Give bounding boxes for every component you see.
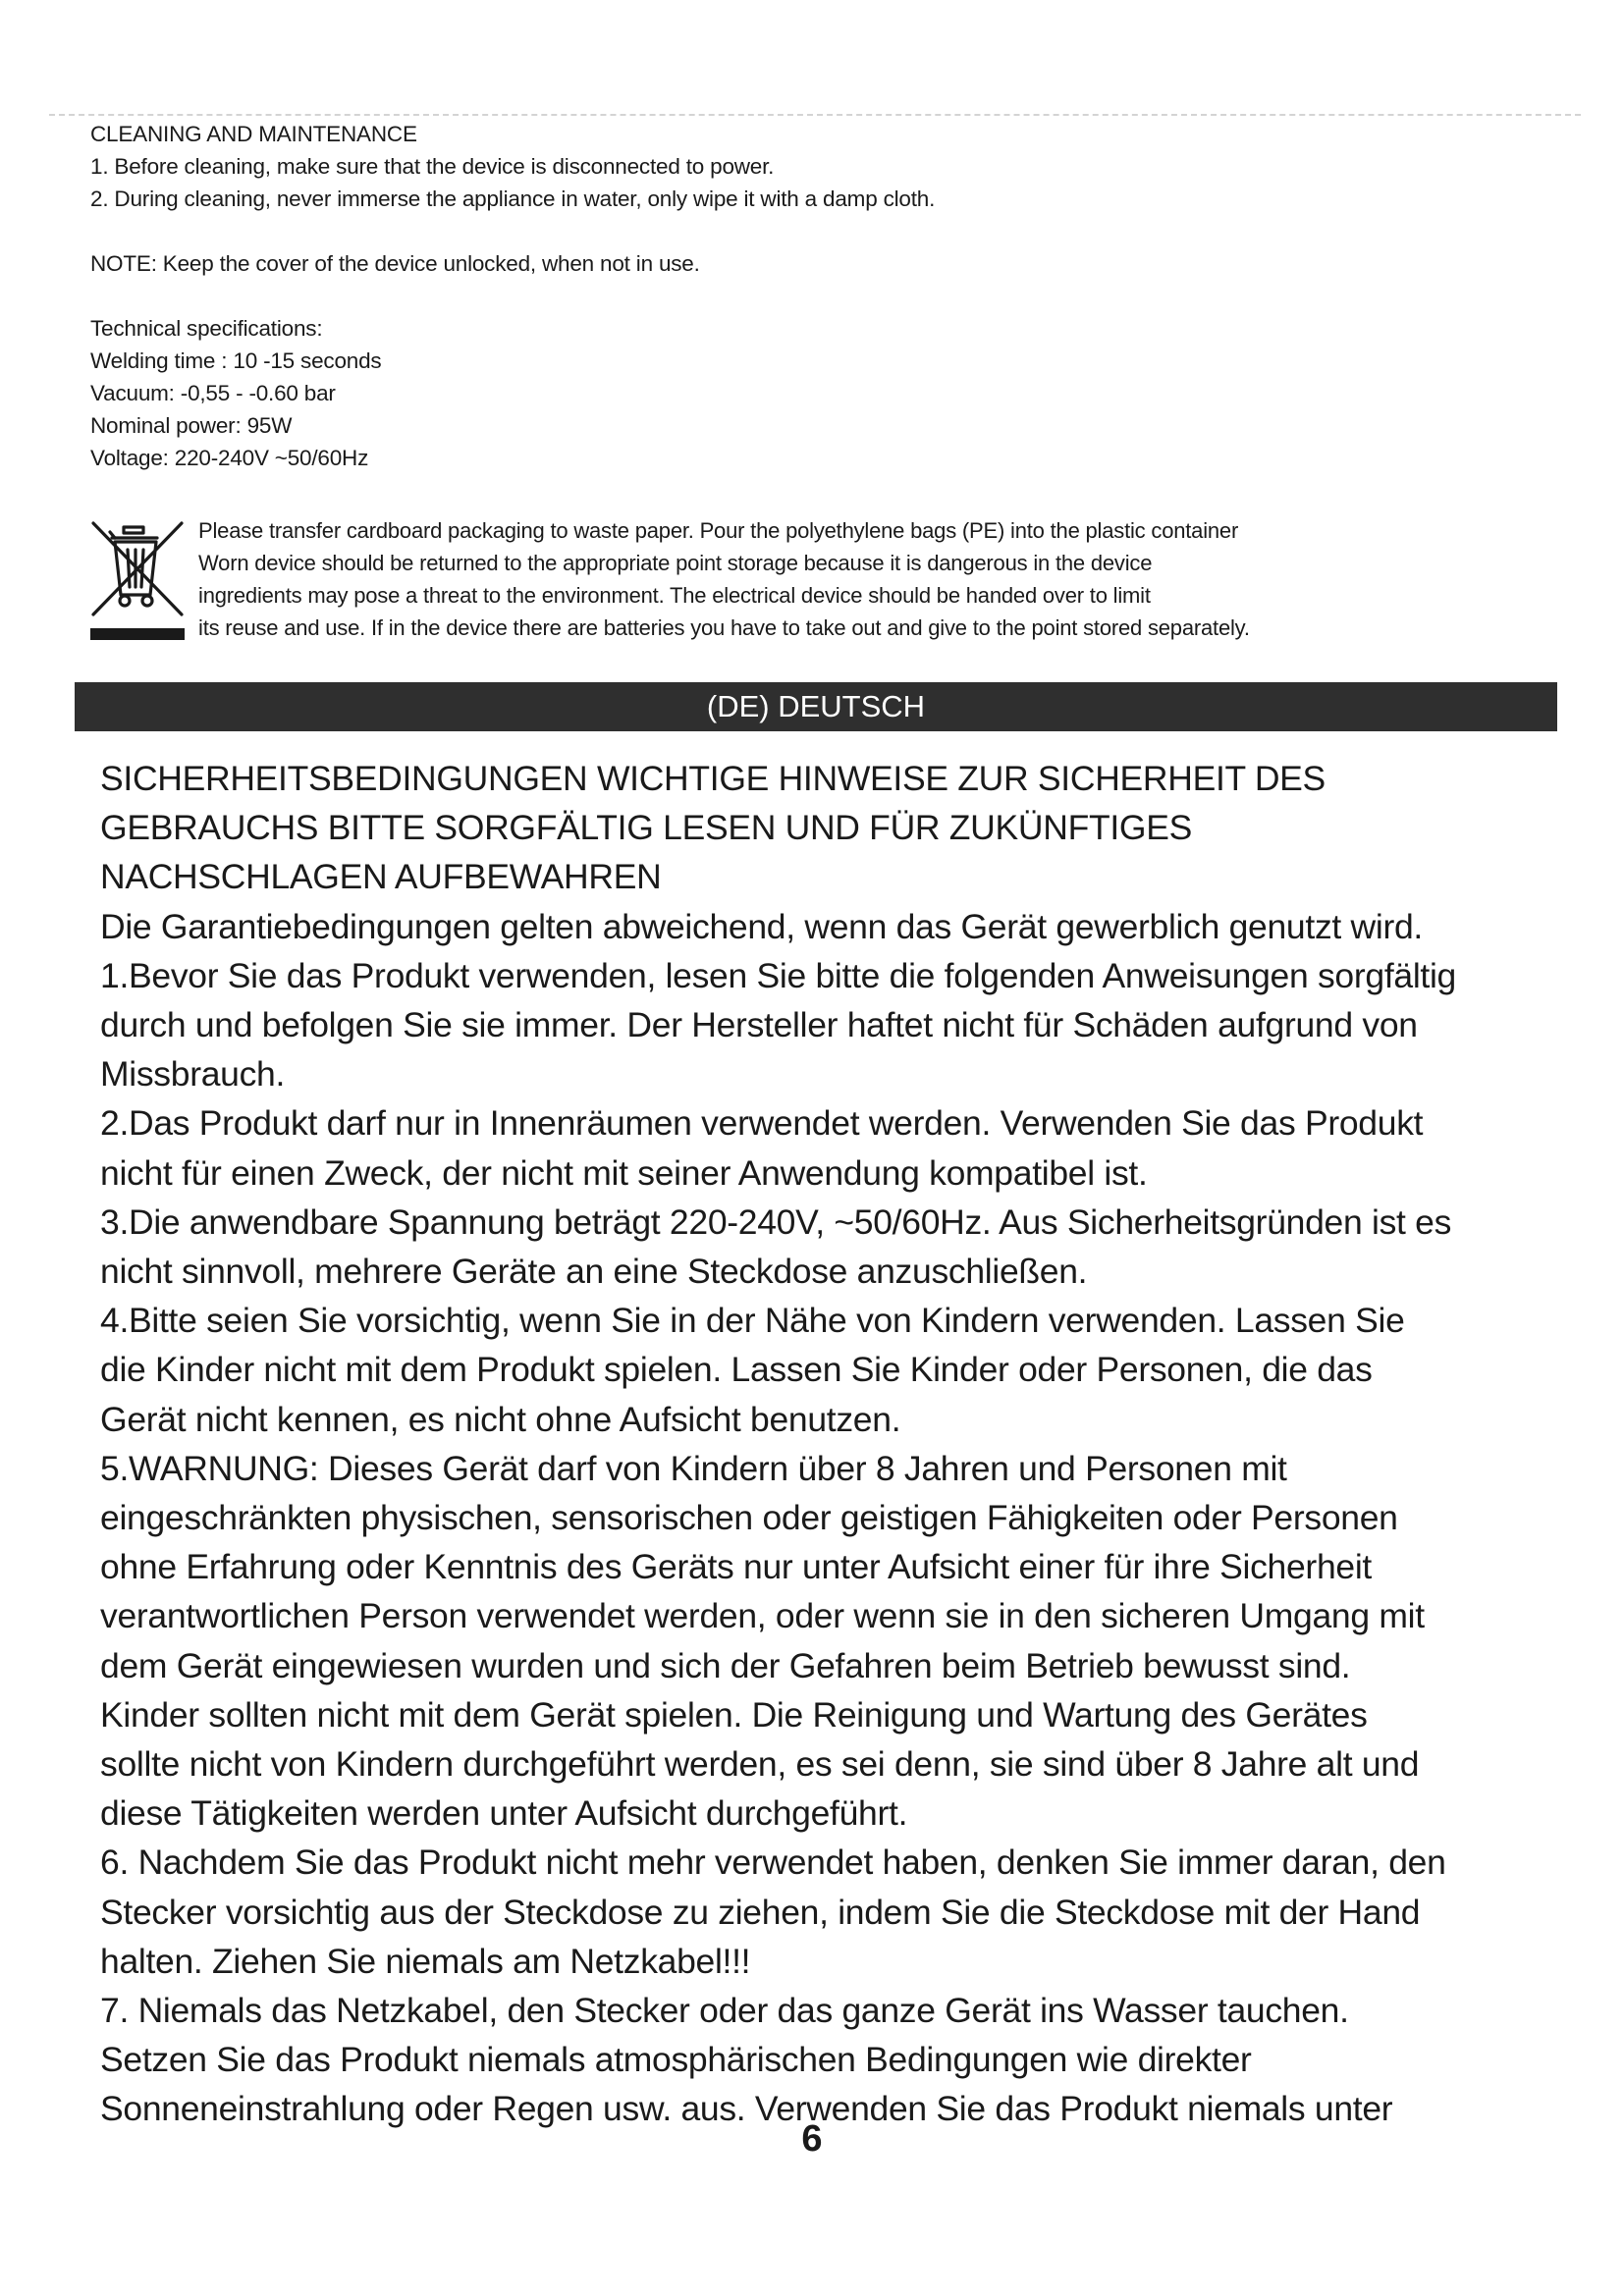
- deutsch-line: 5.WARNUNG: Dieses Gerät darf von Kindern über 8 Jahren und Personen mit: [100, 1448, 1287, 1488]
- deutsch-line: 7. Niemals das Netzkabel, den Stecker oder das ganze Gerät ins Wasser tauchen.: [100, 1991, 1349, 2031]
- deutsch-line: verantwortlichen Person verwendet werden, oder wenn sie in den sicheren Umgang mit: [100, 1596, 1425, 1636]
- spec-line: Nominal power: 95W: [90, 413, 293, 438]
- spec-line: Vacuum: -0,55 - -0.60 bar: [90, 381, 336, 405]
- deutsch-line: Die Garantiebedingungen gelten abweichend, wenn das Gerät gewerblich genutzt wird.: [100, 906, 1423, 946]
- specs-heading: Technical specifications:: [90, 316, 323, 341]
- language-section-bar: (DE) DEUTSCH: [75, 682, 1557, 731]
- recycling-line: ingredients may pose a threat to the environment. The electrical device should be handed over to limit: [198, 583, 1151, 608]
- deutsch-line: Stecker vorsichtig aus der Steckdose zu ziehen, indem Sie die Steckdose mit der Hand: [100, 1892, 1421, 1932]
- deutsch-line: 2.Das Produkt darf nur in Innenräumen verwendet werden. Verwenden Sie das Produkt: [100, 1103, 1424, 1144]
- deutsch-line: diese Tätigkeiten werden unter Aufsicht durchgeführt.: [100, 1793, 908, 1834]
- cleaning-item: 2. During cleaning, never immerse the appliance in water, only wipe it with a damp cloth.: [90, 187, 936, 211]
- deutsch-line: Kinder sollten nicht mit dem Gerät spielen. Die Reinigung und Wartung des Gerätes: [100, 1694, 1368, 1735]
- deutsch-line: 1.Bevor Sie das Produkt verwenden, lesen Sie bitte die folgenden Anweisungen sorgfältig: [100, 955, 1457, 995]
- recycling-line: its reuse and use. If in the device there are batteries you have to take out and give to the point stored separately.: [198, 615, 1250, 640]
- deutsch-line: SICHERHEITSBEDINGUNGEN WICHTIGE HINWEISE ZUR SICHERHEIT DES: [100, 759, 1326, 798]
- deutsch-line: halten. Ziehen Sie niemals am Netzkabel!!!: [100, 1941, 751, 1981]
- deutsch-line: dem Gerät eingewiesen wurden und sich der Gefahren beim Betrieb bewusst sind.: [100, 1645, 1351, 1685]
- page-number: 6: [801, 2118, 823, 2160]
- cleaning-and-specs-section: [90, 118, 1514, 474]
- spec-line: Welding time : 10 -15 seconds: [90, 348, 382, 373]
- recycling-line: Please transfer cardboard packaging to waste paper. Pour the polyethylene bags (PE) into the plastic container: [198, 518, 1239, 543]
- recycling-notice: [86, 514, 1461, 652]
- deutsch-line: nicht für einen Zweck, der nicht mit seiner Anwendung kompatibel ist.: [100, 1152, 1148, 1193]
- deutsch-line: NACHSCHLAGEN AUFBEWAHREN: [100, 857, 662, 897]
- deutsch-line: Setzen Sie das Produkt niemals atmosphärischen Bedingungen wie direkter: [100, 2040, 1252, 2080]
- deutsch-line: GEBRAUCHS BITTE SORGFÄLTIG LESEN UND FÜR ZUKÜNFTIGES: [100, 808, 1192, 848]
- spec-line: Voltage: 220-240V ~50/60Hz: [90, 446, 369, 470]
- deutsch-line: eingeschränkten physischen, sensorischen oder geistigen Fähigkeiten oder Personen: [100, 1498, 1398, 1538]
- recycling-line: Worn device should be returned to the appropriate point storage because it is dangerous in the device: [198, 551, 1153, 575]
- deutsch-line: durch und befolgen Sie sie immer. Der Hersteller haftet nicht für Schäden aufgrund von: [100, 1005, 1418, 1045]
- deutsch-line: Gerät nicht kennen, es nicht ohne Aufsicht benutzen.: [100, 1399, 901, 1439]
- deutsch-line: Sonneneinstrahlung oder Regen usw. aus. Verwenden Sie das Produkt niemals unter: [100, 2089, 1393, 2129]
- deutsch-safety-text: [100, 754, 1573, 2134]
- deutsch-line: 6. Nachdem Sie das Produkt nicht mehr verwendet haben, denken Sie immer daran, den: [100, 1842, 1446, 1883]
- deutsch-line: ohne Erfahrung oder Kenntnis des Geräts nur unter Aufsicht einer für ihre Sicherheit: [100, 1547, 1372, 1587]
- deutsch-line: nicht sinnvoll, mehrere Geräte an eine Steckdose anzuschließen.: [100, 1252, 1088, 1292]
- cleaning-note: NOTE: Keep the cover of the device unlocked, when not in use.: [90, 251, 700, 276]
- deutsch-line: 3.Die anwendbare Spannung beträgt 220-240V, ~50/60Hz. Aus Sicherheitsgründen ist es: [100, 1201, 1452, 1242]
- header-dashed-rule: [49, 114, 1581, 116]
- deutsch-line: sollte nicht von Kindern durchgeführt werden, es sei denn, sie sind über 8 Jahre alt und: [100, 1744, 1420, 1785]
- deutsch-line: Missbrauch.: [100, 1054, 286, 1095]
- crossed-out-wheelie-bin-icon: [88, 518, 187, 644]
- cleaning-heading: CLEANING AND MAINTENANCE: [90, 122, 417, 146]
- cleaning-item: 1. Before cleaning, make sure that the device is disconnected to power.: [90, 154, 775, 179]
- deutsch-line: 4.Bitte seien Sie vorsichtig, wenn Sie in der Nähe von Kindern verwenden. Lassen Sie: [100, 1301, 1405, 1341]
- deutsch-line: die Kinder nicht mit dem Produkt spielen. Lassen Sie Kinder oder Personen, die das: [100, 1350, 1373, 1390]
